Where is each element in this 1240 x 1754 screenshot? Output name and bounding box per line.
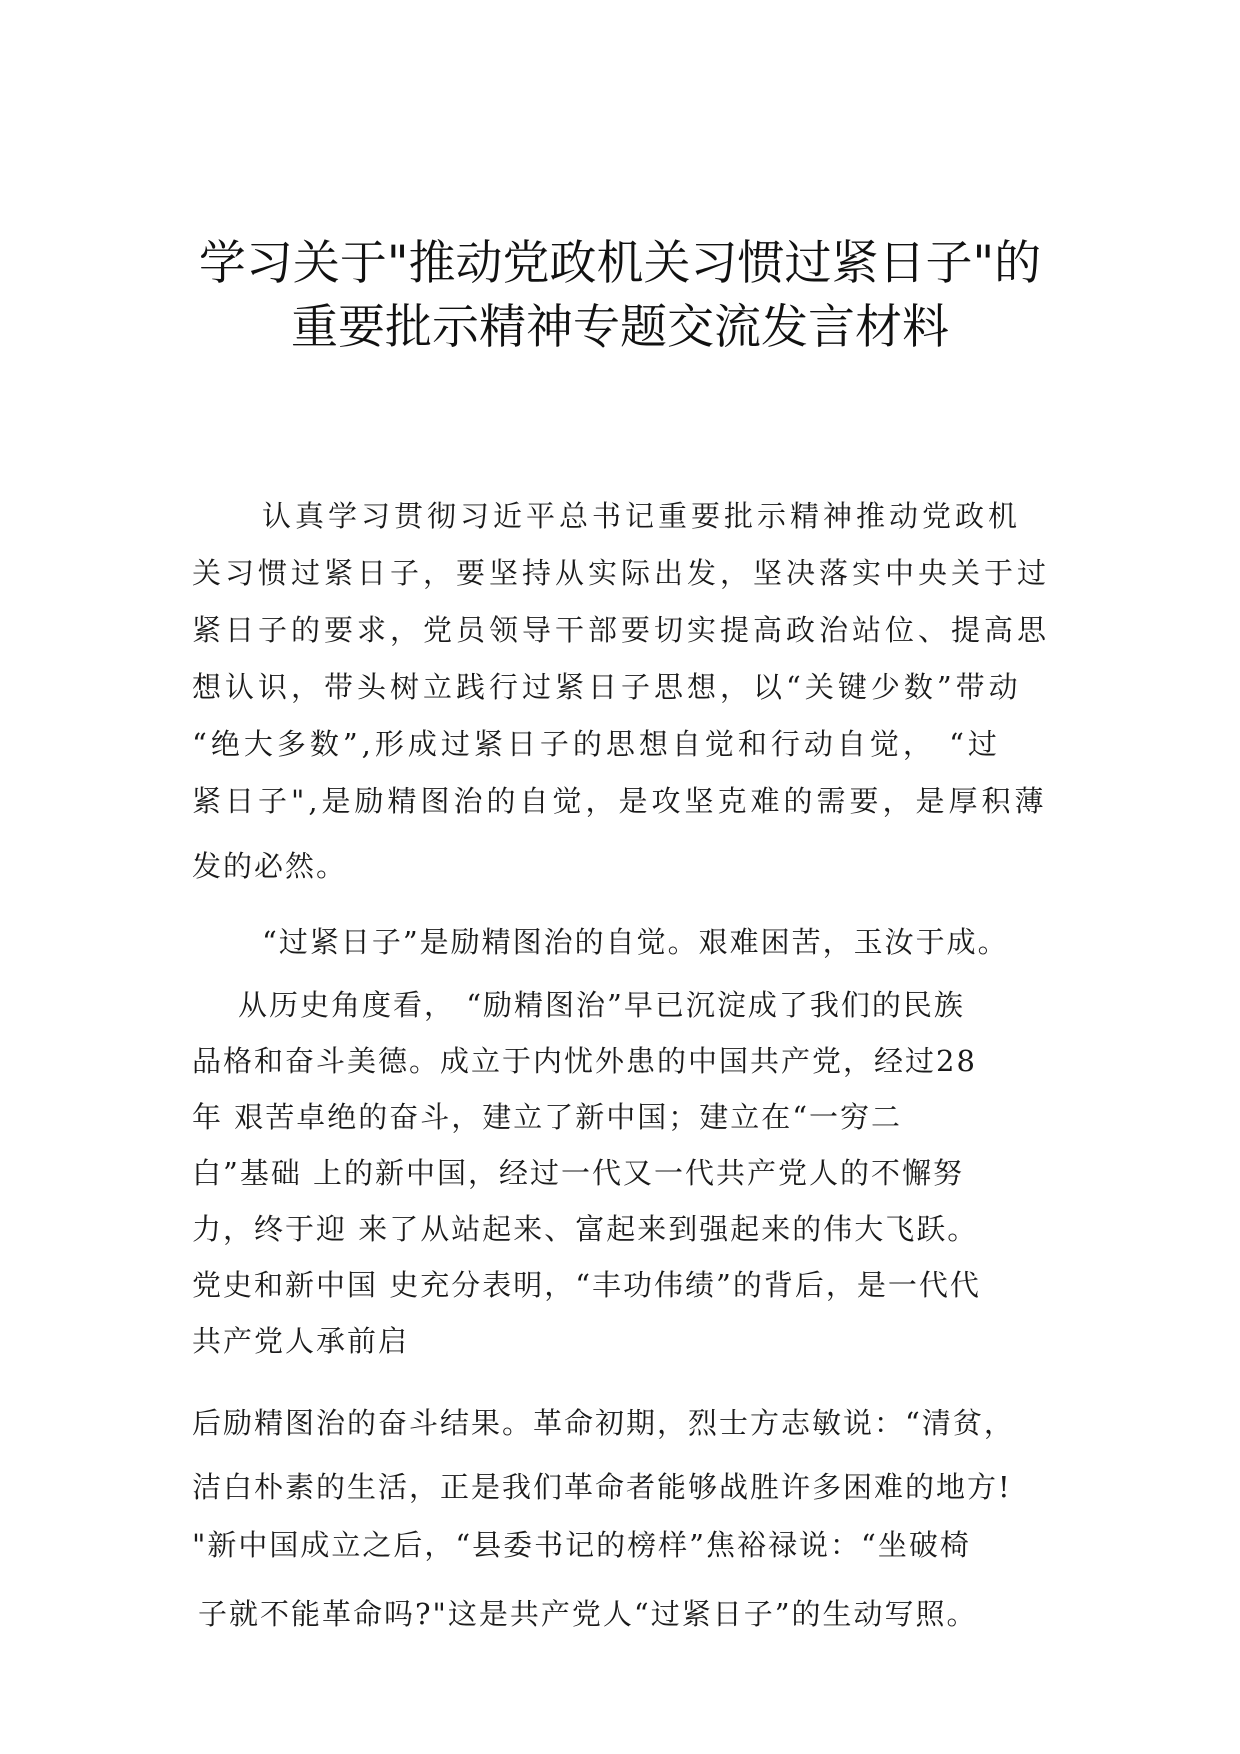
body-line: 从历史角度看， “励精图治”早已沉淀成了我们的民族 (238, 988, 965, 1022)
body-line: 发的必然。 (192, 849, 348, 883)
body-line: 后励精图治的奋斗结果。革命初期，烈士方志敏说：“清贫， (192, 1406, 1015, 1440)
body-line: 紧日子",是励精图治的自觉，是攻坚克难的需要，是厚积薄 (192, 784, 1048, 818)
body-line: “绝大多数”,形成过紧日子的思想自觉和行动自觉， “过 (192, 727, 1001, 761)
body-line: 紧日子的要求，党员领导干部要切实提高政治站位、提高思 (192, 613, 1051, 647)
body-line: 力，终于迎 来了从站起来、富起来到强起来的伟大飞跃。 (192, 1212, 979, 1246)
body-line: 洁白朴素的生活，正是我们革命者能够战胜许多困难的地方! (192, 1470, 1012, 1504)
body-line: 共产党人承前启 (192, 1324, 410, 1358)
body-line: 白”基础 上的新中国，经过一代又一代共产党人的不懈努 (192, 1156, 965, 1190)
body-line: “过紧日子”是励精图治的自觉。艰难困苦，玉汝于成。 (262, 925, 1009, 959)
body-line: "新中国成立之后，“县委书记的榜样”焦裕禄说：“坐破椅 (192, 1528, 971, 1562)
body-line: 党史和新中国 史充分表明，“丰功伟绩”的背后，是一代代 (192, 1268, 981, 1302)
body-line: 子就不能革命吗?"这是共产党人“过紧日子”的生动写照。 (198, 1597, 978, 1631)
body-line: 年 艰苦卓绝的奋斗，建立了新中国；建立在“一穷二 (192, 1100, 903, 1134)
document-title-line-2: 重要批示精神专题交流发言材料 (291, 300, 949, 355)
body-line: 想认识，带头树立践行过紧日子思想，以“关键少数”带动 (192, 670, 1022, 704)
body-line: 认真学习贯彻习近平总书记重要批示精神推动党政机 (262, 499, 1022, 533)
document-title-line-1: 学习关于"推动党政机关习惯过紧日子"的 (198, 236, 1042, 291)
body-line: 品格和奋斗美德。成立于内忧外患的中国共产党，经过28 (192, 1044, 977, 1078)
body-line: 关习惯过紧日子，要坚持从实际出发，坚决落实中央关于过 (192, 556, 1051, 590)
